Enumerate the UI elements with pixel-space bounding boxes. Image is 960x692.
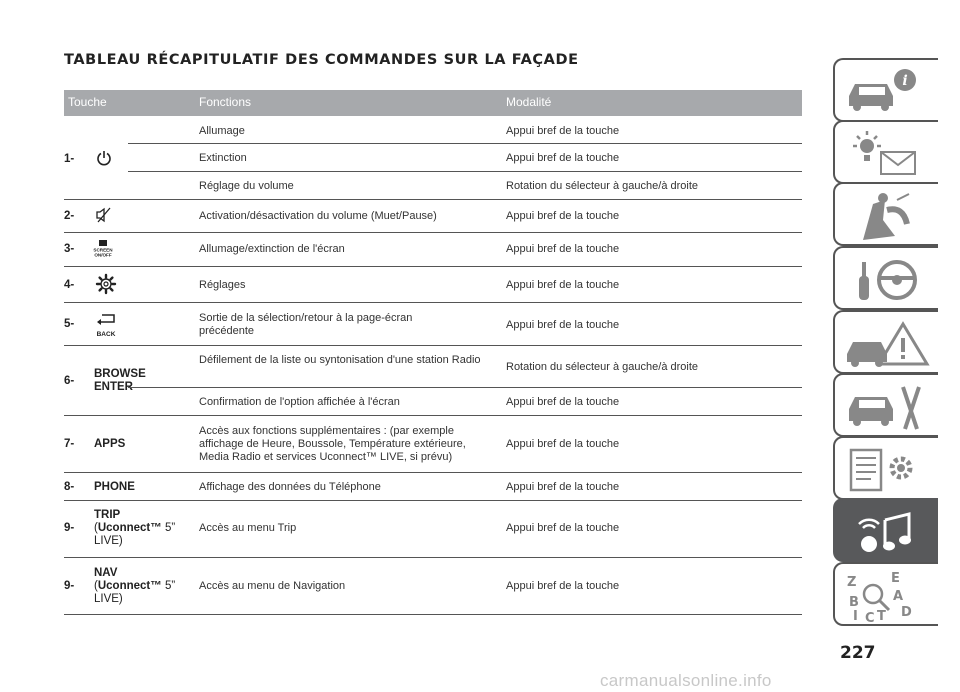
sub-divider xyxy=(128,387,802,388)
car-info-icon xyxy=(843,66,933,116)
tab-index[interactable] xyxy=(833,562,938,626)
index-letter: E xyxy=(891,571,900,586)
live-label: LIVE) xyxy=(94,593,123,605)
warning-light-message-icon xyxy=(843,128,933,178)
tab-technical-data[interactable] xyxy=(833,436,938,500)
index-letter: A xyxy=(893,589,904,604)
row-number: 5- xyxy=(64,318,75,330)
tab-starting-driving[interactable] xyxy=(833,246,938,310)
function-text: Activation/désactivation du volume (Muet/Pause) xyxy=(199,210,437,222)
index-letter: Z xyxy=(847,575,857,590)
function-text: Allumage/extinction de l'écran xyxy=(199,243,345,255)
row-divider xyxy=(64,557,802,558)
mode-text: Appui bref de la touche xyxy=(506,438,620,450)
function-text: Défilement de la liste ou syntonisation d'une station Radio xyxy=(199,354,481,366)
multimedia-music-icon xyxy=(843,506,933,558)
mode-text: Appui bref de la touche xyxy=(506,522,620,534)
row-number: 7- xyxy=(64,438,75,450)
row-number: 1- xyxy=(64,153,75,165)
function-text: Confirmation de l'option affichée à l'écran xyxy=(199,396,400,408)
tab-warning-lights[interactable] xyxy=(833,120,938,184)
tab-multimedia[interactable] xyxy=(833,498,938,562)
power-icon xyxy=(96,150,112,166)
header-modalite: Modalité xyxy=(506,95,552,109)
screen-label: SCREEN xyxy=(93,247,113,253)
technical-data-gear-icon xyxy=(843,444,933,496)
function-text: Réglage du volume xyxy=(199,180,294,192)
index-letter: D xyxy=(901,605,912,620)
tab-safety[interactable] xyxy=(833,182,938,246)
page-number: 227 xyxy=(840,643,876,663)
row-divider xyxy=(64,415,802,416)
row-number: 6- xyxy=(64,375,75,387)
mute-icon xyxy=(95,207,113,223)
nav-key-detail: (Uconnect™ 5” xyxy=(94,580,176,592)
mode-text: Appui bref de la touche xyxy=(506,243,620,255)
row-divider xyxy=(64,302,802,303)
function-text: Accès aux fonctions supplémentaires : (par exemple affichage de Heure, Boussole, Température extérieure, Media Radio et services Uconnect™ LIVE, si prévu) xyxy=(199,425,466,463)
live-label: LIVE) xyxy=(94,535,123,547)
screen-onoff-icon xyxy=(92,239,114,259)
row-number: 2- xyxy=(64,210,75,222)
row-divider xyxy=(64,472,802,473)
page-title: TABLEAU RÉCAPITULATIF DES COMMANDES SUR LA FAÇADE xyxy=(64,52,579,68)
mode-text: Appui bref de la touche xyxy=(506,396,620,408)
sub-divider xyxy=(128,143,802,144)
function-text: Accès au menu Trip xyxy=(199,522,297,534)
seat-airbag-safety-icon xyxy=(843,190,933,242)
row-divider xyxy=(64,614,802,615)
row-divider xyxy=(64,345,802,346)
sub-divider xyxy=(128,171,802,172)
table-header xyxy=(64,90,802,116)
mode-text: Appui bref de la touche xyxy=(506,279,620,291)
car-service-tools-icon xyxy=(843,381,933,433)
trip-key-label: TRIP xyxy=(94,509,121,521)
tab-maintenance[interactable] xyxy=(833,373,938,437)
uconnect-label: Uconnect™ xyxy=(97,522,162,534)
row-number: 9- xyxy=(64,522,75,534)
road-warning-triangle-icon xyxy=(843,318,933,370)
row-number: 3- xyxy=(64,243,75,255)
screen-size: 5” xyxy=(161,522,176,534)
phone-key: PHONE xyxy=(94,481,135,493)
screen-size: 5” xyxy=(161,580,176,592)
tab-emergency[interactable] xyxy=(833,310,938,374)
index-letter: C xyxy=(865,611,875,624)
row-divider xyxy=(64,500,802,501)
mode-text: Appui bref de la touche xyxy=(506,210,620,222)
row-number: 8- xyxy=(64,481,75,493)
row-divider xyxy=(64,266,802,267)
mode-text: Rotation du sélecteur à gauche/à droite xyxy=(506,361,699,373)
browse-enter-key: BROWSE ENTER xyxy=(94,368,146,393)
function-text: Allumage xyxy=(199,125,245,137)
back-label: BACK xyxy=(96,331,116,338)
settings-gear-icon xyxy=(95,273,117,295)
mode-text: Appui bref de la touche xyxy=(506,125,620,137)
header-fonctions: Fonctions xyxy=(199,95,252,109)
function-text: Réglages xyxy=(199,279,246,291)
row-number: 9- xyxy=(64,580,75,592)
apps-key: APPS xyxy=(94,438,126,450)
row-divider xyxy=(64,199,802,200)
mode-text: Appui bref de la touche xyxy=(506,481,620,493)
function-text: Sortie de la sélection/retour à la page-écran précédente xyxy=(199,312,413,337)
mode-text: Appui bref de la touche xyxy=(506,319,620,331)
tab-car-info[interactable] xyxy=(833,58,938,122)
nav-key-label: NAV xyxy=(94,567,118,579)
mode-text: Rotation du sélecteur à gauche/à droite xyxy=(506,180,699,192)
watermark-footer: carmanualsonline.info xyxy=(600,671,772,690)
header-touche: Touche xyxy=(68,95,107,109)
index-letter: B xyxy=(849,595,859,610)
function-text: Accès au menu de Navigation xyxy=(199,580,346,592)
row-divider xyxy=(64,232,802,233)
uconnect-label: Uconnect™ xyxy=(97,580,162,592)
nav-key xyxy=(94,567,194,606)
trip-key-detail: (Uconnect™ 5” xyxy=(94,522,176,534)
onoff-label: ON/OFF xyxy=(94,252,112,258)
back-arrow-icon xyxy=(92,310,120,340)
mode-text: Appui bref de la touche xyxy=(506,152,620,164)
function-text: Affichage des données du Téléphone xyxy=(199,481,381,493)
alphabetical-index-icon xyxy=(843,570,933,624)
trip-key xyxy=(94,509,194,548)
key-steering-wheel-icon xyxy=(843,254,933,306)
row-number: 4- xyxy=(64,279,75,291)
index-letter: T xyxy=(877,609,886,624)
function-text: Extinction xyxy=(199,152,247,164)
mode-text: Appui bref de la touche xyxy=(506,580,620,592)
svg-text:i: i xyxy=(902,73,908,89)
index-letter: I xyxy=(853,609,858,624)
